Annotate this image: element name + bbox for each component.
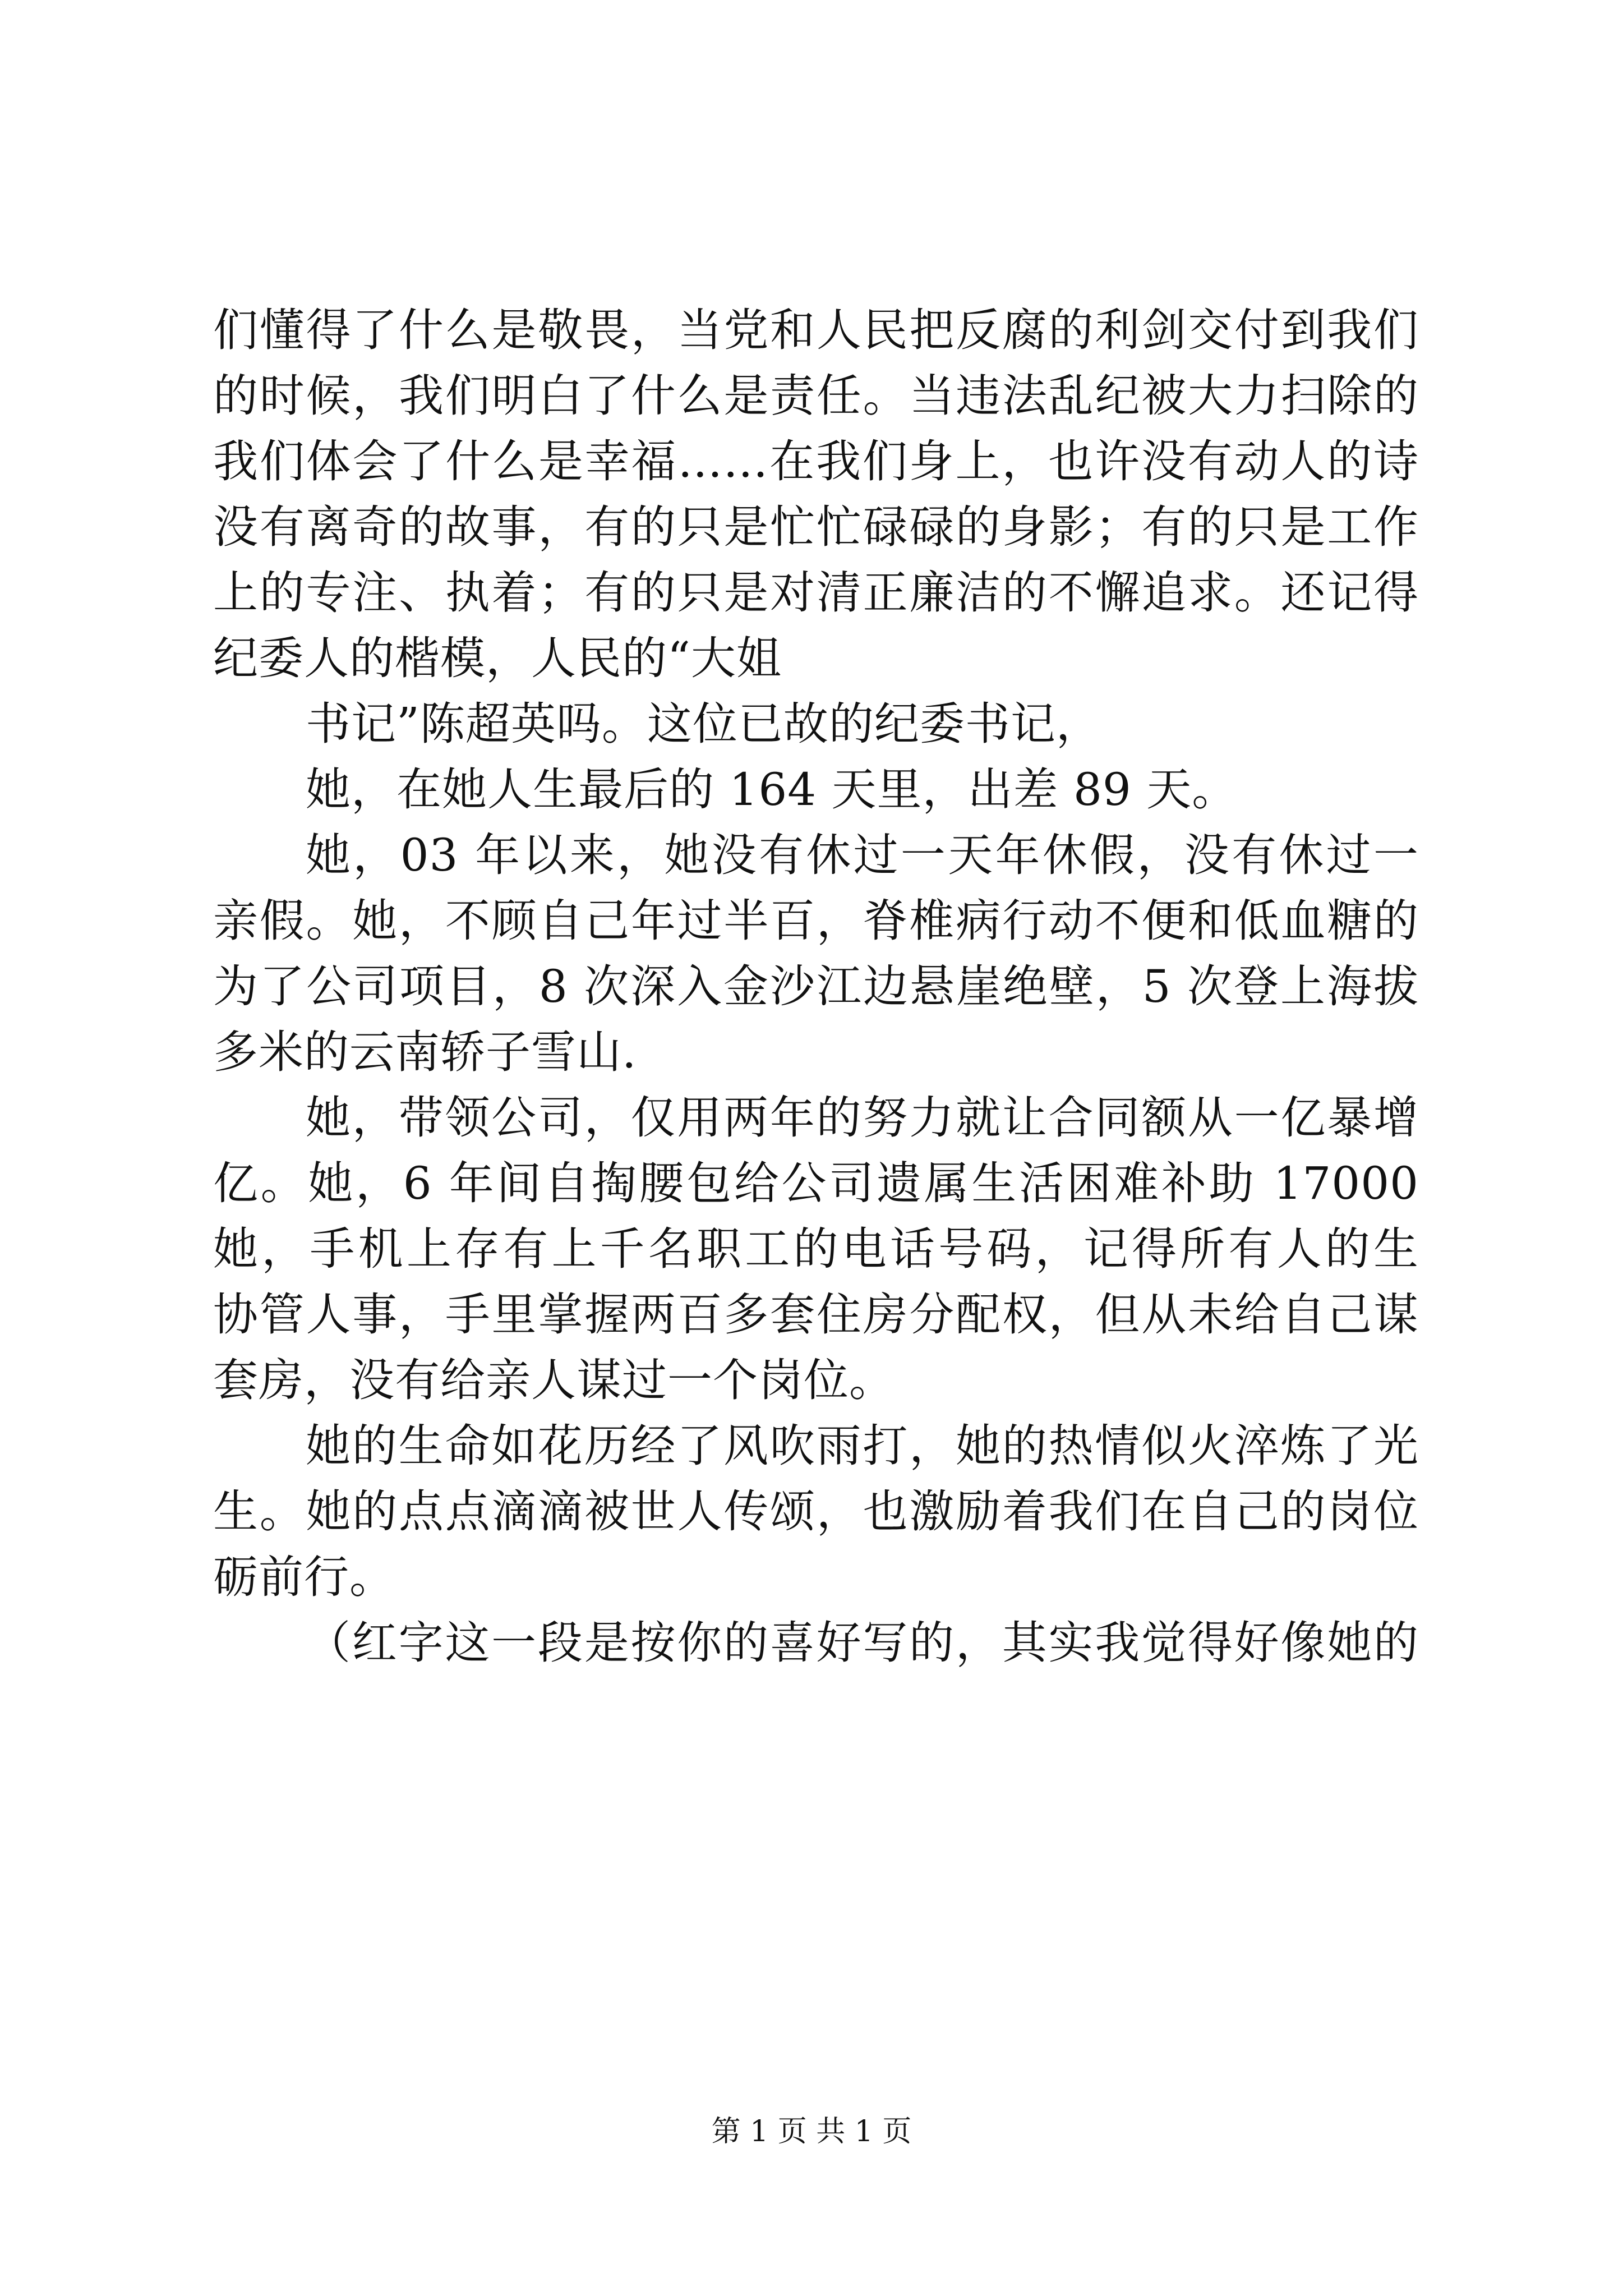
text-line: 砺前行。 bbox=[213, 1551, 395, 1603]
text-line: 她的生命如花历经了风吹雨打，她的热情似火淬炼了光 bbox=[306, 1420, 1419, 1472]
text-line: 我们体会了什么是幸福……在我们身上，也许没有动人的诗 bbox=[213, 435, 1419, 487]
text-line: 她，03 年以来，她没有休过一天年休假，没有休过一 bbox=[306, 829, 1419, 881]
text-line: 亿。她，6 年间自掏腰包给公司遗属生活困难补助 17000 bbox=[213, 1157, 1419, 1209]
page-footer bbox=[0, 2112, 1623, 2151]
text-line: （红字这一段是按你的喜好写的，其实我觉得好像她的 bbox=[306, 1617, 1419, 1669]
page-number-label: 第 1 页 共 1 页 bbox=[711, 2115, 912, 2148]
text-line: 生。她的点点滴滴被世人传颂，也激励着我们在自己的岗位 bbox=[213, 1485, 1419, 1538]
text-line: 她，在她人生最后的 164 天里，出差 89 天。 bbox=[306, 763, 1238, 816]
text-line: 多米的云南轿子雪山. bbox=[213, 1026, 637, 1078]
text-line: 协管人事，手里掌握两百多套住房分配权，但从未给自己谋 bbox=[213, 1289, 1419, 1341]
text-line: 她，带领公司，仅用两年的努力就让合同额从一亿暴增 bbox=[306, 1092, 1419, 1144]
text-line: 没有离奇的故事，有的只是忙忙碌碌的身影；有的只是工作 bbox=[213, 501, 1419, 553]
text-line: 她，手机上存有上千名职工的电话号码，记得所有人的生 bbox=[213, 1223, 1419, 1275]
text-line: 上的专注、执着；有的只是对清正廉洁的不懈追求。还记得 bbox=[213, 567, 1419, 619]
text-line: 的时候，我们明白了什么是责任。当违法乱纪被大力扫除的 bbox=[213, 370, 1419, 422]
text-line: 们懂得了什么是敬畏，当党和人民把反腐的利剑交付到我们 bbox=[213, 304, 1419, 356]
text-line: 亲假。她，不顾自己年过半百，脊椎病行动不便和低血糖的 bbox=[213, 895, 1419, 947]
document-body bbox=[213, 297, 1419, 1676]
text-line: 纪委人的楷模，人民的“大姐 bbox=[213, 632, 782, 684]
text-line: 为了公司项目，8 次深入金沙江边悬崖绝壁，5 次登上海拔 bbox=[213, 960, 1419, 1013]
text-line: 套房，没有给亲人谋过一个岗位。 bbox=[213, 1354, 895, 1406]
text-line: 书记”陈超英吗。这位已故的纪委书记， bbox=[306, 698, 1101, 750]
